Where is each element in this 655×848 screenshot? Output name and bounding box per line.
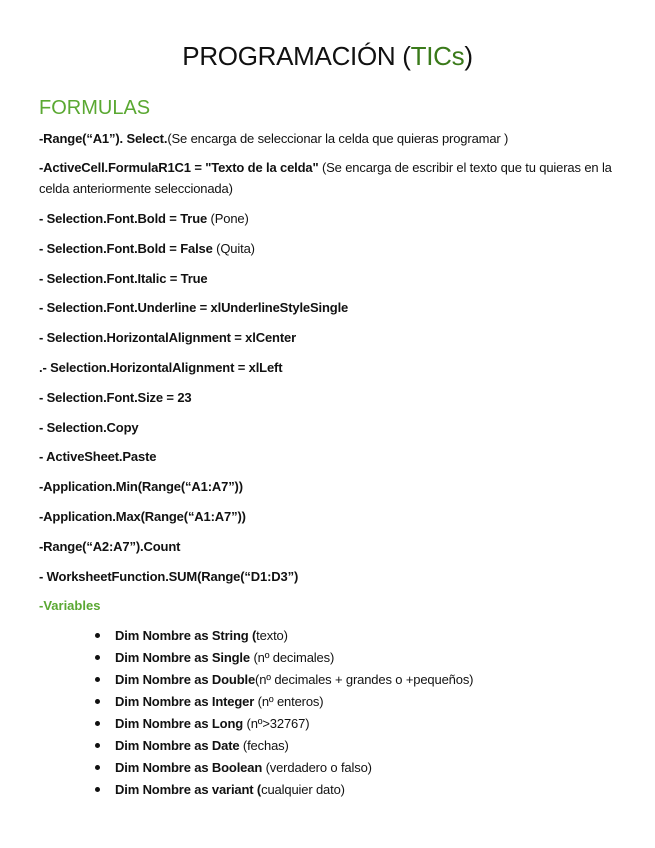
formula-code: -ActiveCell.FormulaR1C1 = "Texto de la celda": [39, 160, 319, 175]
variable-code: Dim Nombre as Long: [115, 716, 244, 731]
formula-code: - Selection.Font.Italic = True: [39, 271, 208, 286]
bullet-icon: [95, 787, 100, 792]
list-item: [94, 736, 473, 758]
formula-code: - Selection.Font.Bold = True: [39, 211, 208, 226]
formula-line: [39, 268, 619, 289]
formula-code: -Range(“A1”). Select.: [39, 131, 168, 146]
variable-description: (nº enteros): [254, 694, 324, 709]
variable-description: (nº decimales): [249, 650, 335, 665]
title-close: ): [464, 41, 473, 71]
formula-code: - WorksheetFunction.SUM(Range(“D1:D3”): [39, 569, 299, 584]
title-accent: TICs: [410, 41, 465, 71]
title-main: PROGRAMACIÓN (: [182, 41, 411, 71]
variables-list: [94, 626, 473, 802]
list-item: [94, 648, 473, 670]
variable-code: Dim Nombre as variant (: [115, 782, 262, 797]
formula-line: [39, 536, 619, 557]
bullet-icon: [95, 633, 100, 638]
formula-description: (Quita): [212, 241, 255, 256]
formula-code: - Selection.Font.Bold = False: [39, 241, 213, 256]
bullet-icon: [95, 699, 100, 704]
formula-description: (Se encarga de escribir el texto que tu quieras en la celda anteriormente seleccionada): [39, 160, 612, 196]
bullet-icon: [95, 743, 100, 748]
variable-description: texto): [256, 628, 288, 643]
variable-description: (nº>32767): [243, 716, 310, 731]
list-item: [94, 780, 473, 802]
formula-line: [39, 446, 619, 467]
variable-description: (verdadero o falso): [262, 760, 372, 775]
variable-code: Dim Nombre as Boolean: [115, 760, 263, 775]
list-item: [94, 692, 473, 714]
variable-code: Dim Nombre as Single: [115, 650, 250, 665]
variable-description: cualquier dato): [261, 782, 345, 797]
formula-code: - Selection.Copy: [39, 420, 139, 435]
formula-line: [39, 297, 619, 318]
formula-line: [39, 157, 619, 199]
formula-code: - ActiveSheet.Paste: [39, 449, 157, 464]
formula-line: [39, 476, 619, 497]
formula-description: (Pone): [207, 211, 249, 226]
variable-code: Dim Nombre as String (: [115, 628, 257, 643]
variable-code: Dim Nombre as Double: [115, 672, 256, 687]
formula-code: - Selection.HorizontalAlignment = xlCenter: [39, 330, 296, 345]
formulas-heading: FORMULAS: [39, 97, 151, 119]
formula-code: .- Selection.HorizontalAlignment = xlLeft: [39, 360, 283, 375]
bullet-icon: [95, 721, 100, 726]
formula-line: [39, 327, 619, 348]
formula-code: - Selection.Font.Underline = xlUnderlineStyleSingle: [39, 300, 349, 315]
list-item: [94, 670, 473, 692]
formula-line: [39, 506, 619, 527]
variable-code: Dim Nombre as Date: [115, 738, 240, 753]
formula-code: -Application.Max(Range(“A1:A7”)): [39, 509, 246, 524]
list-item: [94, 714, 473, 736]
variable-description: (fechas): [239, 738, 289, 753]
list-item: [94, 758, 473, 780]
formula-code: -Application.Min(Range(“A1:A7”)): [39, 479, 243, 494]
formula-line: [39, 417, 619, 438]
formula-line: [39, 238, 619, 259]
formula-description: (Se encarga de seleccionar la celda que quieras programar ): [167, 131, 509, 146]
formula-line: [39, 357, 619, 378]
formula-line: [39, 208, 619, 229]
bullet-icon: [95, 655, 100, 660]
formula-line: [39, 566, 619, 587]
variable-description: (nº decimales + grandes o +pequeños): [255, 672, 474, 687]
bullet-icon: [95, 765, 100, 770]
formula-code: -Range(“A2:A7”).Count: [39, 539, 181, 554]
bullet-icon: [95, 677, 100, 682]
formula-code: - Selection.Font.Size = 23: [39, 390, 192, 405]
formula-line: [39, 128, 619, 149]
variable-code: Dim Nombre as Integer: [115, 694, 255, 709]
list-item: [94, 626, 473, 648]
formula-line: [39, 387, 619, 408]
variables-heading: -Variables: [39, 598, 101, 613]
page-title: [0, 40, 655, 72]
